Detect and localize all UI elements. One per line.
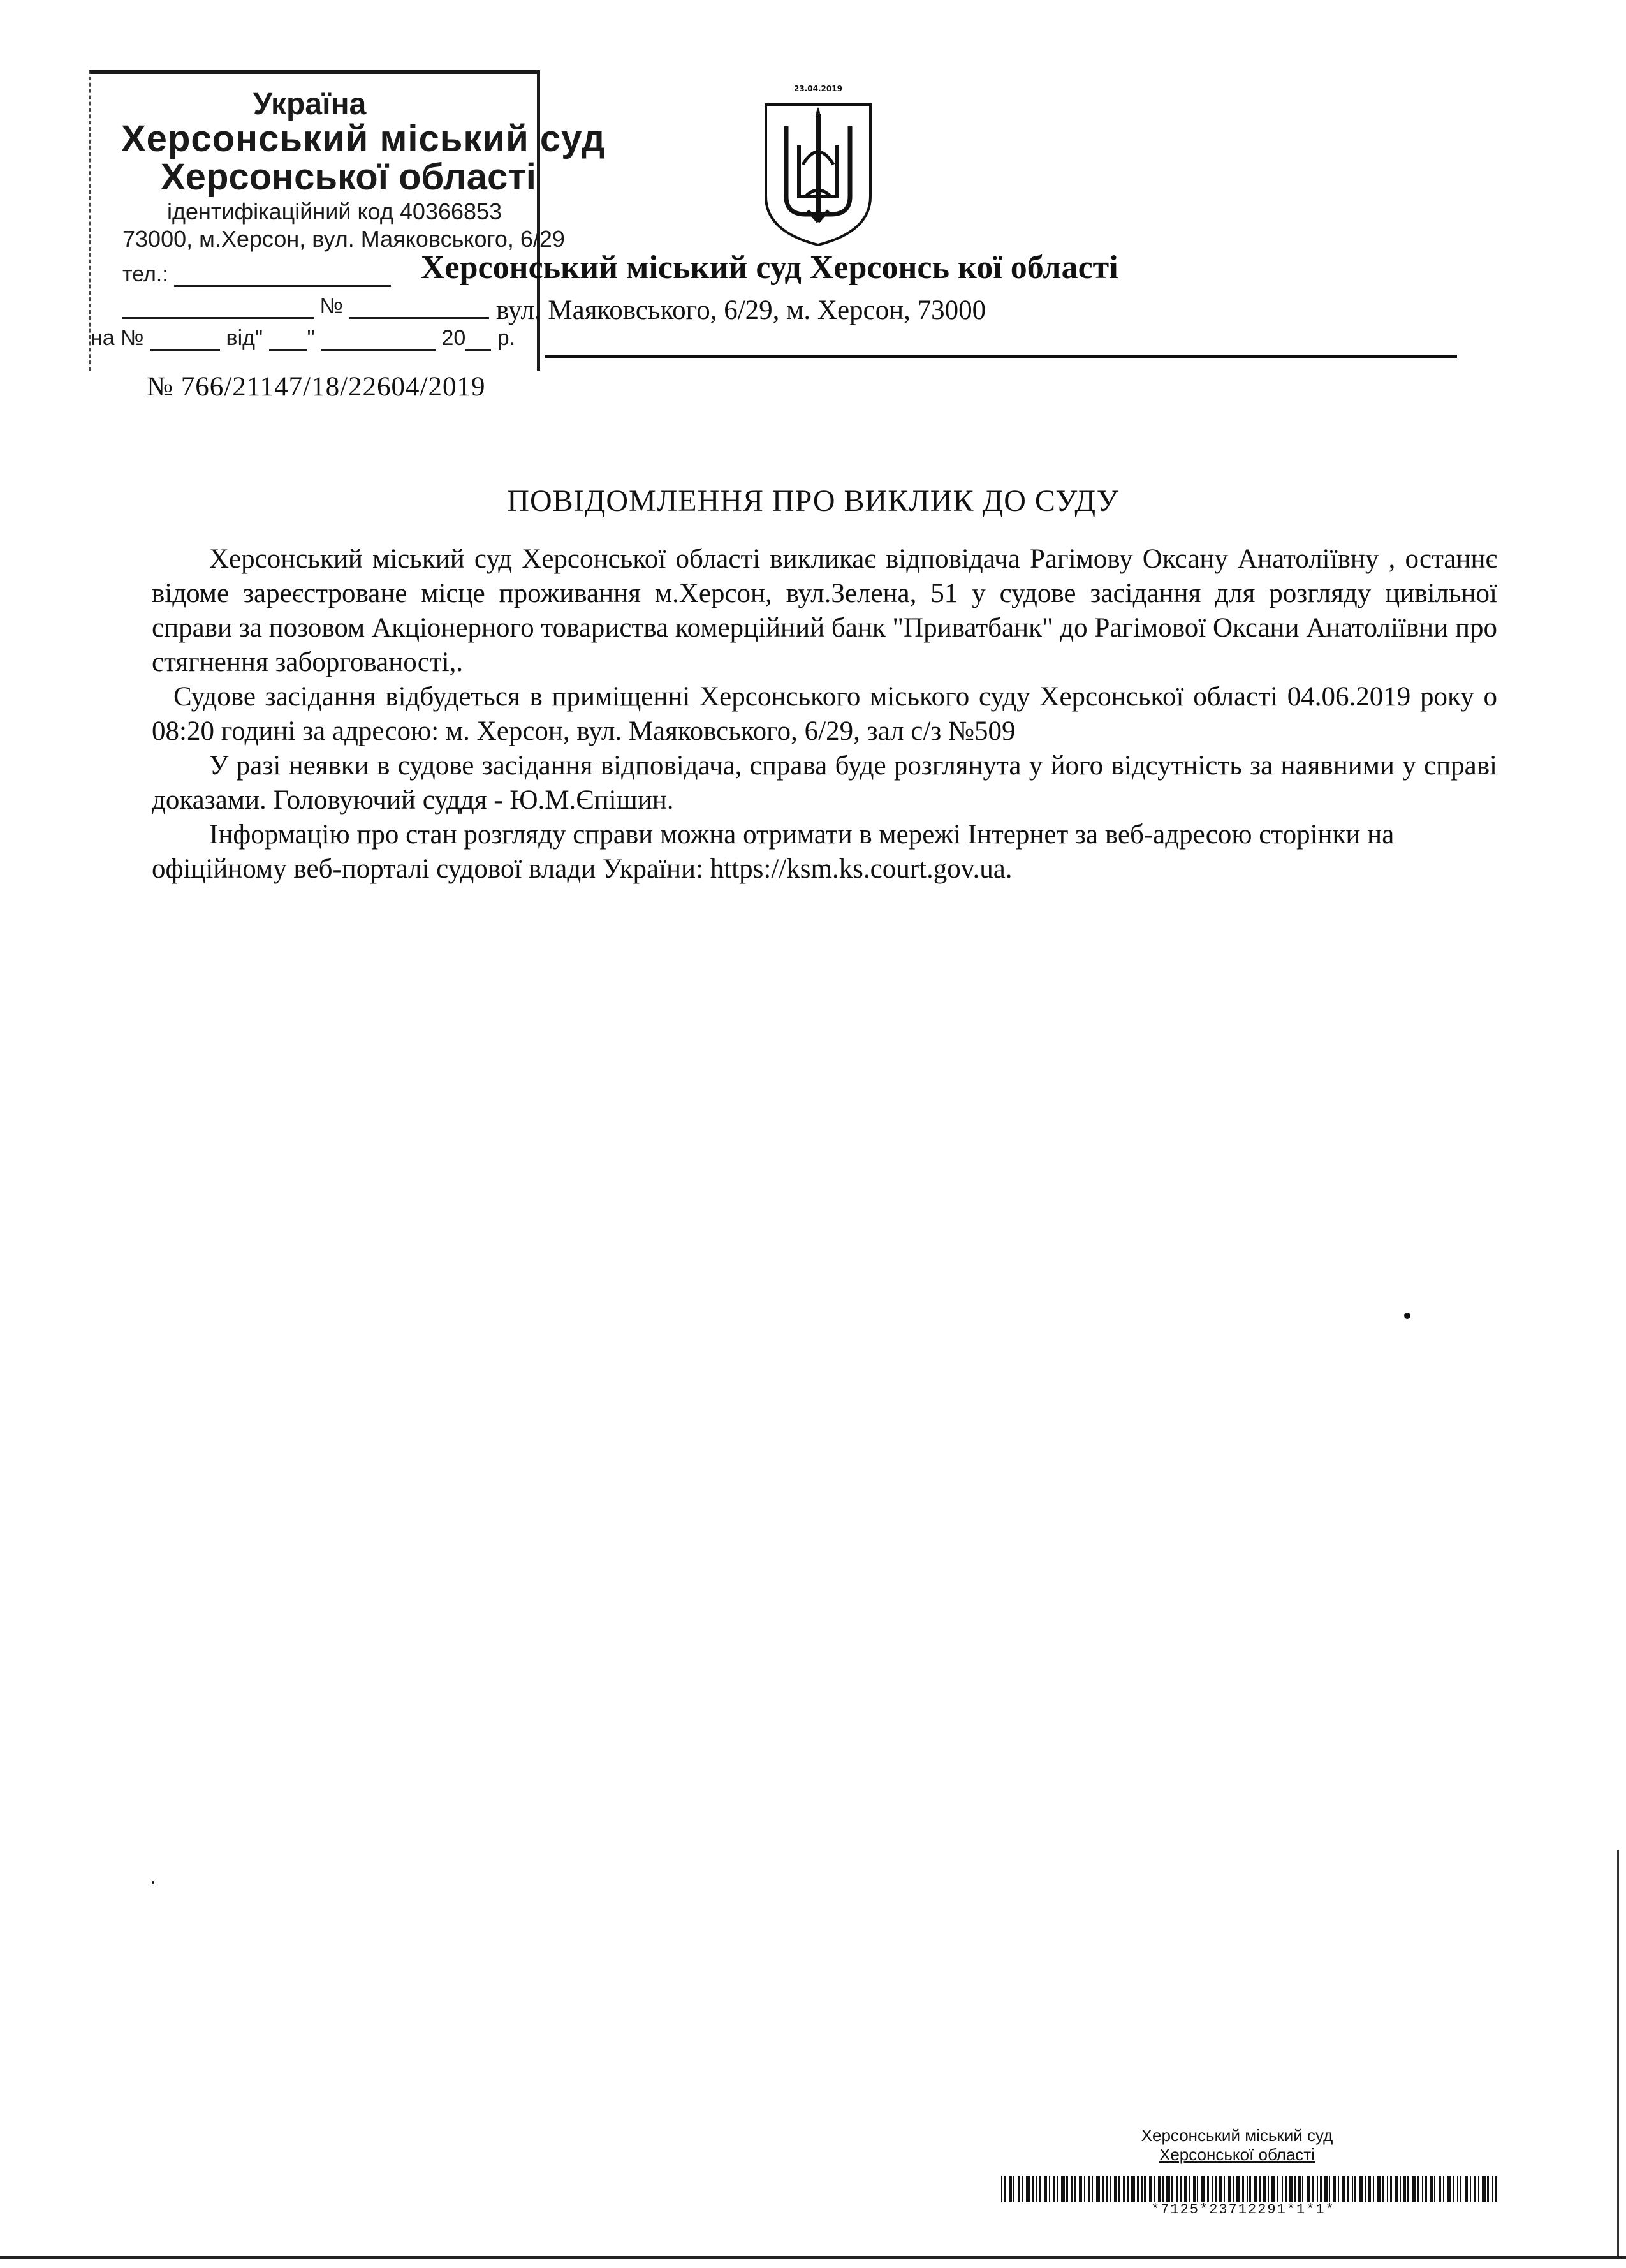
barcode-bar xyxy=(1018,2176,1020,2202)
barcode-bar xyxy=(1039,2176,1041,2202)
barcode-bar xyxy=(1171,2176,1173,2202)
barcode-bar xyxy=(1049,2176,1050,2202)
footer-court-stamp xyxy=(1135,2126,1339,2164)
stamp-ref-quote-open: " xyxy=(254,326,263,350)
case-number: № 766/21147/18/22604/2019 xyxy=(147,372,486,402)
barcode-bar xyxy=(1347,2176,1349,2202)
court-address: вул. Маяковського, 6/29, м. Херсон, 73000 xyxy=(496,295,986,325)
barcode-bar xyxy=(1447,2176,1451,2202)
barcode-bar xyxy=(1338,2176,1339,2202)
stamp-court-name: Херсонський міський суд xyxy=(121,118,606,159)
stamp-tel-blank xyxy=(174,285,391,287)
barcode-bar xyxy=(1193,2176,1196,2202)
barcode-bar xyxy=(1289,2176,1293,2202)
barcode-bar xyxy=(1329,2176,1330,2202)
barcode-bar xyxy=(1009,2176,1012,2202)
stamp-court-region: Херсонської області xyxy=(161,156,536,198)
barcode-bar xyxy=(1149,2176,1152,2202)
document-date: 23.04.2019 xyxy=(794,84,842,93)
barcode-bar xyxy=(1249,2176,1251,2202)
barcode-bar xyxy=(1123,2176,1125,2202)
ink-speck xyxy=(1404,1313,1410,1319)
barcode-bar xyxy=(1465,2176,1468,2202)
barcode-bar xyxy=(1487,2176,1489,2202)
barcode-bar xyxy=(1242,2176,1244,2202)
barcode-bar xyxy=(1236,2176,1240,2202)
barcode-bar xyxy=(1387,2176,1388,2202)
barcode-bar xyxy=(1176,2176,1178,2202)
paragraph-hearing-text: Судове засідання відбудеться в приміщенні Херсонського міського суду Херсонської області 04.06.2019 року о 08:20 годині за адресою: м. Херсон, вул. Маяковського, 6/29, зал с/з №509 xyxy=(152,682,1497,746)
barcode-bar xyxy=(1457,2176,1458,2202)
barcode-bar xyxy=(1395,2176,1398,2202)
stamp-ref-from: від xyxy=(226,326,255,350)
stamp-address: 73000, м.Херсон, вул. Маяковського, 6/29 xyxy=(122,226,565,252)
barcode-bar xyxy=(1110,2176,1111,2202)
barcode-bar xyxy=(1233,2176,1234,2202)
barcode-bar xyxy=(1189,2176,1190,2202)
stamp-number-blank-left xyxy=(122,317,314,319)
barcode-bar xyxy=(1368,2176,1371,2202)
barcode-bar xyxy=(1478,2176,1479,2202)
barcode-bar xyxy=(1298,2176,1301,2202)
stamp-ref-year: 20 xyxy=(441,326,466,350)
footer-stamp-line1: Херсонський міський суд xyxy=(1141,2126,1333,2145)
barcode-bar xyxy=(1013,2176,1014,2202)
stamp-ref-year-suffix: р. xyxy=(497,326,516,350)
barcode-bar xyxy=(1096,2176,1100,2202)
stamp-ref-day-blank xyxy=(269,349,307,351)
barcode-bar xyxy=(1460,2176,1461,2202)
paragraph-absence xyxy=(152,749,1497,818)
barcode-bar xyxy=(1359,2176,1363,2202)
barcode-bar xyxy=(1219,2176,1222,2202)
barcode-bar xyxy=(1354,2176,1356,2202)
barcode-bar xyxy=(1102,2176,1104,2202)
stamp-ref-month-blank xyxy=(321,349,436,351)
ink-speck-small xyxy=(152,1881,154,1884)
barcode-bar xyxy=(1106,2176,1108,2202)
barcode-bar xyxy=(1365,2176,1366,2202)
paragraph-absence-text: У разі неявки в судове засідання відповідача, справа буде розглянута у його відсутність за наявними у справі доказами. Головуючий суддя - Ю.М.Єпішин. xyxy=(152,751,1497,815)
barcode-bar xyxy=(1307,2176,1310,2202)
barcode-bar xyxy=(1053,2176,1055,2202)
barcode-bar xyxy=(1212,2176,1213,2202)
barcode-bar xyxy=(1403,2176,1406,2202)
barcode-bar xyxy=(1277,2176,1278,2202)
barcode-bar xyxy=(1434,2176,1435,2202)
barcode-bar xyxy=(1430,2176,1433,2202)
barcode-bar xyxy=(1057,2176,1058,2202)
barcode-bar xyxy=(1207,2176,1209,2202)
barcode-bar xyxy=(1180,2176,1182,2202)
barcode-bar xyxy=(1001,2176,1002,2202)
stamp-number-row xyxy=(122,294,489,319)
barcode-bar xyxy=(1254,2176,1257,2202)
stamp-number-sign: № xyxy=(319,294,343,318)
stamp-country: Україна xyxy=(253,87,367,121)
barcode-bar xyxy=(1004,2176,1006,2202)
barcode-bar xyxy=(1026,2176,1030,2202)
barcode-bar xyxy=(1044,2176,1047,2202)
court-name-heading: Херсонський міський суд Херсонсь кої області xyxy=(421,249,1118,286)
barcode-bar xyxy=(1131,2176,1135,2202)
footer-stamp-line2: Херсонської області xyxy=(1159,2145,1315,2164)
barcode-bar xyxy=(1079,2176,1082,2202)
barcode-bar xyxy=(1154,2176,1155,2202)
barcode-bar xyxy=(1184,2176,1187,2202)
barcode-bar xyxy=(1282,2176,1283,2202)
barcode-bar xyxy=(1470,2176,1471,2202)
barcode-bar xyxy=(1302,2176,1303,2202)
barcode-bar xyxy=(1066,2176,1068,2202)
barcode-bar xyxy=(1061,2176,1065,2202)
stamp-ref-prefix: на № xyxy=(91,326,144,350)
barcode-bar xyxy=(1228,2176,1231,2202)
paragraph-info xyxy=(152,818,1497,887)
barcode-bar xyxy=(1312,2176,1314,2202)
barcode-bar xyxy=(1247,2176,1248,2202)
scan-bottom-edge xyxy=(0,2256,1626,2259)
barcode-bar xyxy=(1118,2176,1120,2202)
barcode-bar xyxy=(1074,2176,1076,2202)
paragraph-hearing xyxy=(152,680,1497,749)
document-body xyxy=(152,542,1497,887)
barcode-bar xyxy=(1084,2176,1085,2202)
barcode-bar xyxy=(1422,2176,1423,2202)
barcode-bar xyxy=(1320,2176,1322,2202)
barcode-bar xyxy=(1137,2176,1139,2202)
barcode-bar xyxy=(1474,2176,1476,2202)
barcode-bar xyxy=(1285,2176,1287,2202)
barcode-bar xyxy=(1022,2176,1023,2202)
barcode-bar xyxy=(1352,2176,1353,2202)
barcode-bar xyxy=(1453,2176,1454,2202)
barcode-bar xyxy=(1259,2176,1261,2202)
registration-stamp xyxy=(89,70,606,371)
barcode-bar xyxy=(1201,2176,1205,2202)
barcode-bar xyxy=(1088,2176,1090,2202)
barcode-bar xyxy=(1092,2176,1093,2202)
barcode-bar xyxy=(1144,2176,1146,2202)
barcode-bar xyxy=(1425,2176,1427,2202)
barcode-bar xyxy=(1224,2176,1225,2202)
barcode-bar xyxy=(1412,2176,1416,2202)
barcode-bar xyxy=(1036,2176,1037,2202)
barcode-bar xyxy=(1162,2176,1164,2202)
barcode-bar xyxy=(1127,2176,1129,2202)
stamp-tel-label: тел.: xyxy=(122,262,168,286)
barcode-bar xyxy=(1032,2176,1034,2202)
barcode xyxy=(1001,2176,1498,2202)
stamp-tel-row xyxy=(122,262,391,287)
stamp-id-code: ідентифікаційний код 40366853 xyxy=(167,198,502,225)
barcode-bar xyxy=(1439,2176,1441,2202)
document-title: ПОВІДОМЛЕННЯ ПРО ВИКЛИК ДО СУДУ xyxy=(507,484,1119,518)
barcode-bar xyxy=(1417,2176,1419,2202)
stamp-number-blank-right xyxy=(349,317,489,319)
barcode-bar xyxy=(1158,2176,1161,2202)
paragraph-info-text: Інформацію про стан розгляду справи можна отримати в мережі Інтернет за веб-адресою сторінки на офіційному веб-порталі судової влади України: https://ksm.ks.court.gov.ua. xyxy=(152,820,1395,884)
stamp-reference-row xyxy=(91,326,515,351)
barcode-bar xyxy=(1407,2176,1409,2202)
barcode-bar xyxy=(1373,2176,1374,2202)
barcode-bar xyxy=(1492,2176,1493,2202)
barcode-bar xyxy=(1377,2176,1381,2202)
barcode-bar xyxy=(1071,2176,1073,2202)
barcode-bar xyxy=(1166,2176,1170,2202)
barcode-bar xyxy=(1443,2176,1444,2202)
stamp-ref-year-blank xyxy=(465,349,491,351)
barcode-bar xyxy=(1268,2176,1269,2202)
barcode-number: *7125*23712291*1*1* xyxy=(1151,2202,1335,2218)
barcode-bar xyxy=(1294,2176,1296,2202)
barcode-bar xyxy=(1390,2176,1392,2202)
barcode-bar xyxy=(1400,2176,1401,2202)
barcode-bar xyxy=(1141,2176,1143,2202)
scan-right-edge xyxy=(1617,1850,1619,2256)
paragraph-summons-text: Херсонський міський суд Херсонської області викликає відповідача Рагімову Оксану Анатоліївну , останнє відоме зареєстроване місце проживання м.Херсон, вул.Зелена, 51 у судове засідання для розгляду цивільної справи за позовом Акціонерного товариства комерційний банк "Приватбанк" до Рагімової Оксани Анатоліївни про стягнення заборгованості,. xyxy=(152,544,1497,677)
barcode-bar xyxy=(1114,2176,1117,2202)
barcode-bar xyxy=(1263,2176,1266,2202)
barcode-bar xyxy=(1197,2176,1198,2202)
barcode-bar xyxy=(1482,2176,1486,2202)
barcode-bar xyxy=(1382,2176,1384,2202)
header-divider xyxy=(545,355,1457,358)
barcode-bar xyxy=(1271,2176,1275,2202)
barcode-bar xyxy=(1317,2176,1318,2202)
coat-of-arms-icon xyxy=(761,101,875,247)
barcode-bar xyxy=(1215,2176,1217,2202)
barcode-bar xyxy=(1324,2176,1328,2202)
barcode-bar xyxy=(1342,2176,1345,2202)
paragraph-summons xyxy=(152,542,1497,680)
barcode-bar xyxy=(1333,2176,1336,2202)
barcode-bar xyxy=(1495,2176,1497,2202)
stamp-ref-quote-close: " xyxy=(307,326,315,350)
stamp-ref-number-blank xyxy=(150,349,220,351)
